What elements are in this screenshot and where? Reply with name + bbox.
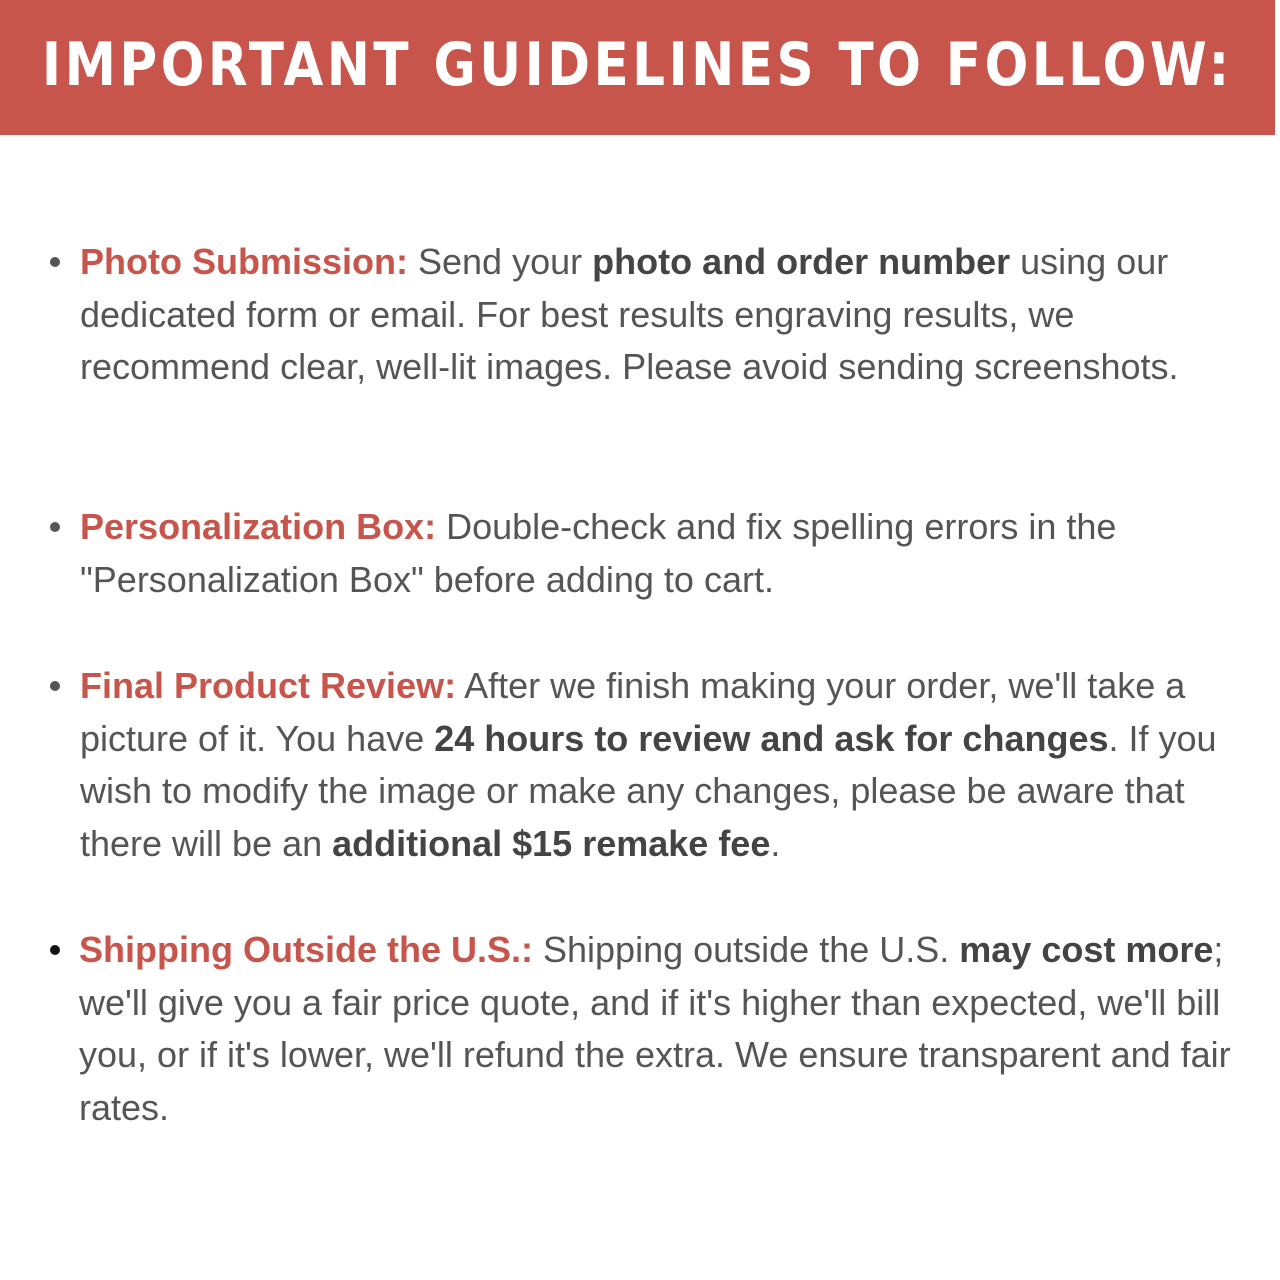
guideline-text: Shipping outside the U.S. xyxy=(533,929,960,970)
guideline-text: Send your xyxy=(408,241,593,282)
guideline-text: using our dedicated form or email. For best results engraving results, we recommend clear, well-lit images. Please avoid sending screenshots. xyxy=(80,241,1179,388)
list-item-personalization-box xyxy=(80,501,1265,606)
list-item-shipping-outside-us xyxy=(79,924,1264,1135)
guideline-emphasis: 24 hours to review and ask for changes xyxy=(434,717,1109,759)
guideline-label: Final Product Review: xyxy=(80,665,457,706)
header-banner xyxy=(0,0,1275,135)
guideline-text: ; we'll give you a fair price quote, and if it's higher than expected, we'll bill you, or if it's lower, we'll refund the extra. We ensure transparent and fair rates. xyxy=(79,929,1231,1129)
guideline-text: . xyxy=(770,823,781,865)
guideline-text: Double-check and fix spelling errors in the "Personalization Box" before adding to cart. xyxy=(80,506,1117,600)
guideline-emphasis: may cost more xyxy=(959,929,1214,970)
list-item-final-product-review xyxy=(80,660,1265,871)
guideline-label: Photo Submission: xyxy=(80,241,408,282)
guideline-text: After we finish making your order, we'll take a picture of it. You have xyxy=(80,665,1186,759)
guideline-emphasis: additional $15 remake fee xyxy=(332,823,771,865)
page-title: IMPORTANT GUIDELINES TO FOLLOW: xyxy=(42,29,1233,100)
list-item-photo-submission xyxy=(80,236,1265,394)
guideline-label: Shipping Outside the U.S.: xyxy=(79,929,533,970)
guideline-label: Personalization Box: xyxy=(80,506,437,547)
guideline-text: . If you wish to modify the image or make any changes, please be aware that there will be an xyxy=(80,717,1217,865)
guideline-emphasis: photo and order number xyxy=(592,241,1011,282)
